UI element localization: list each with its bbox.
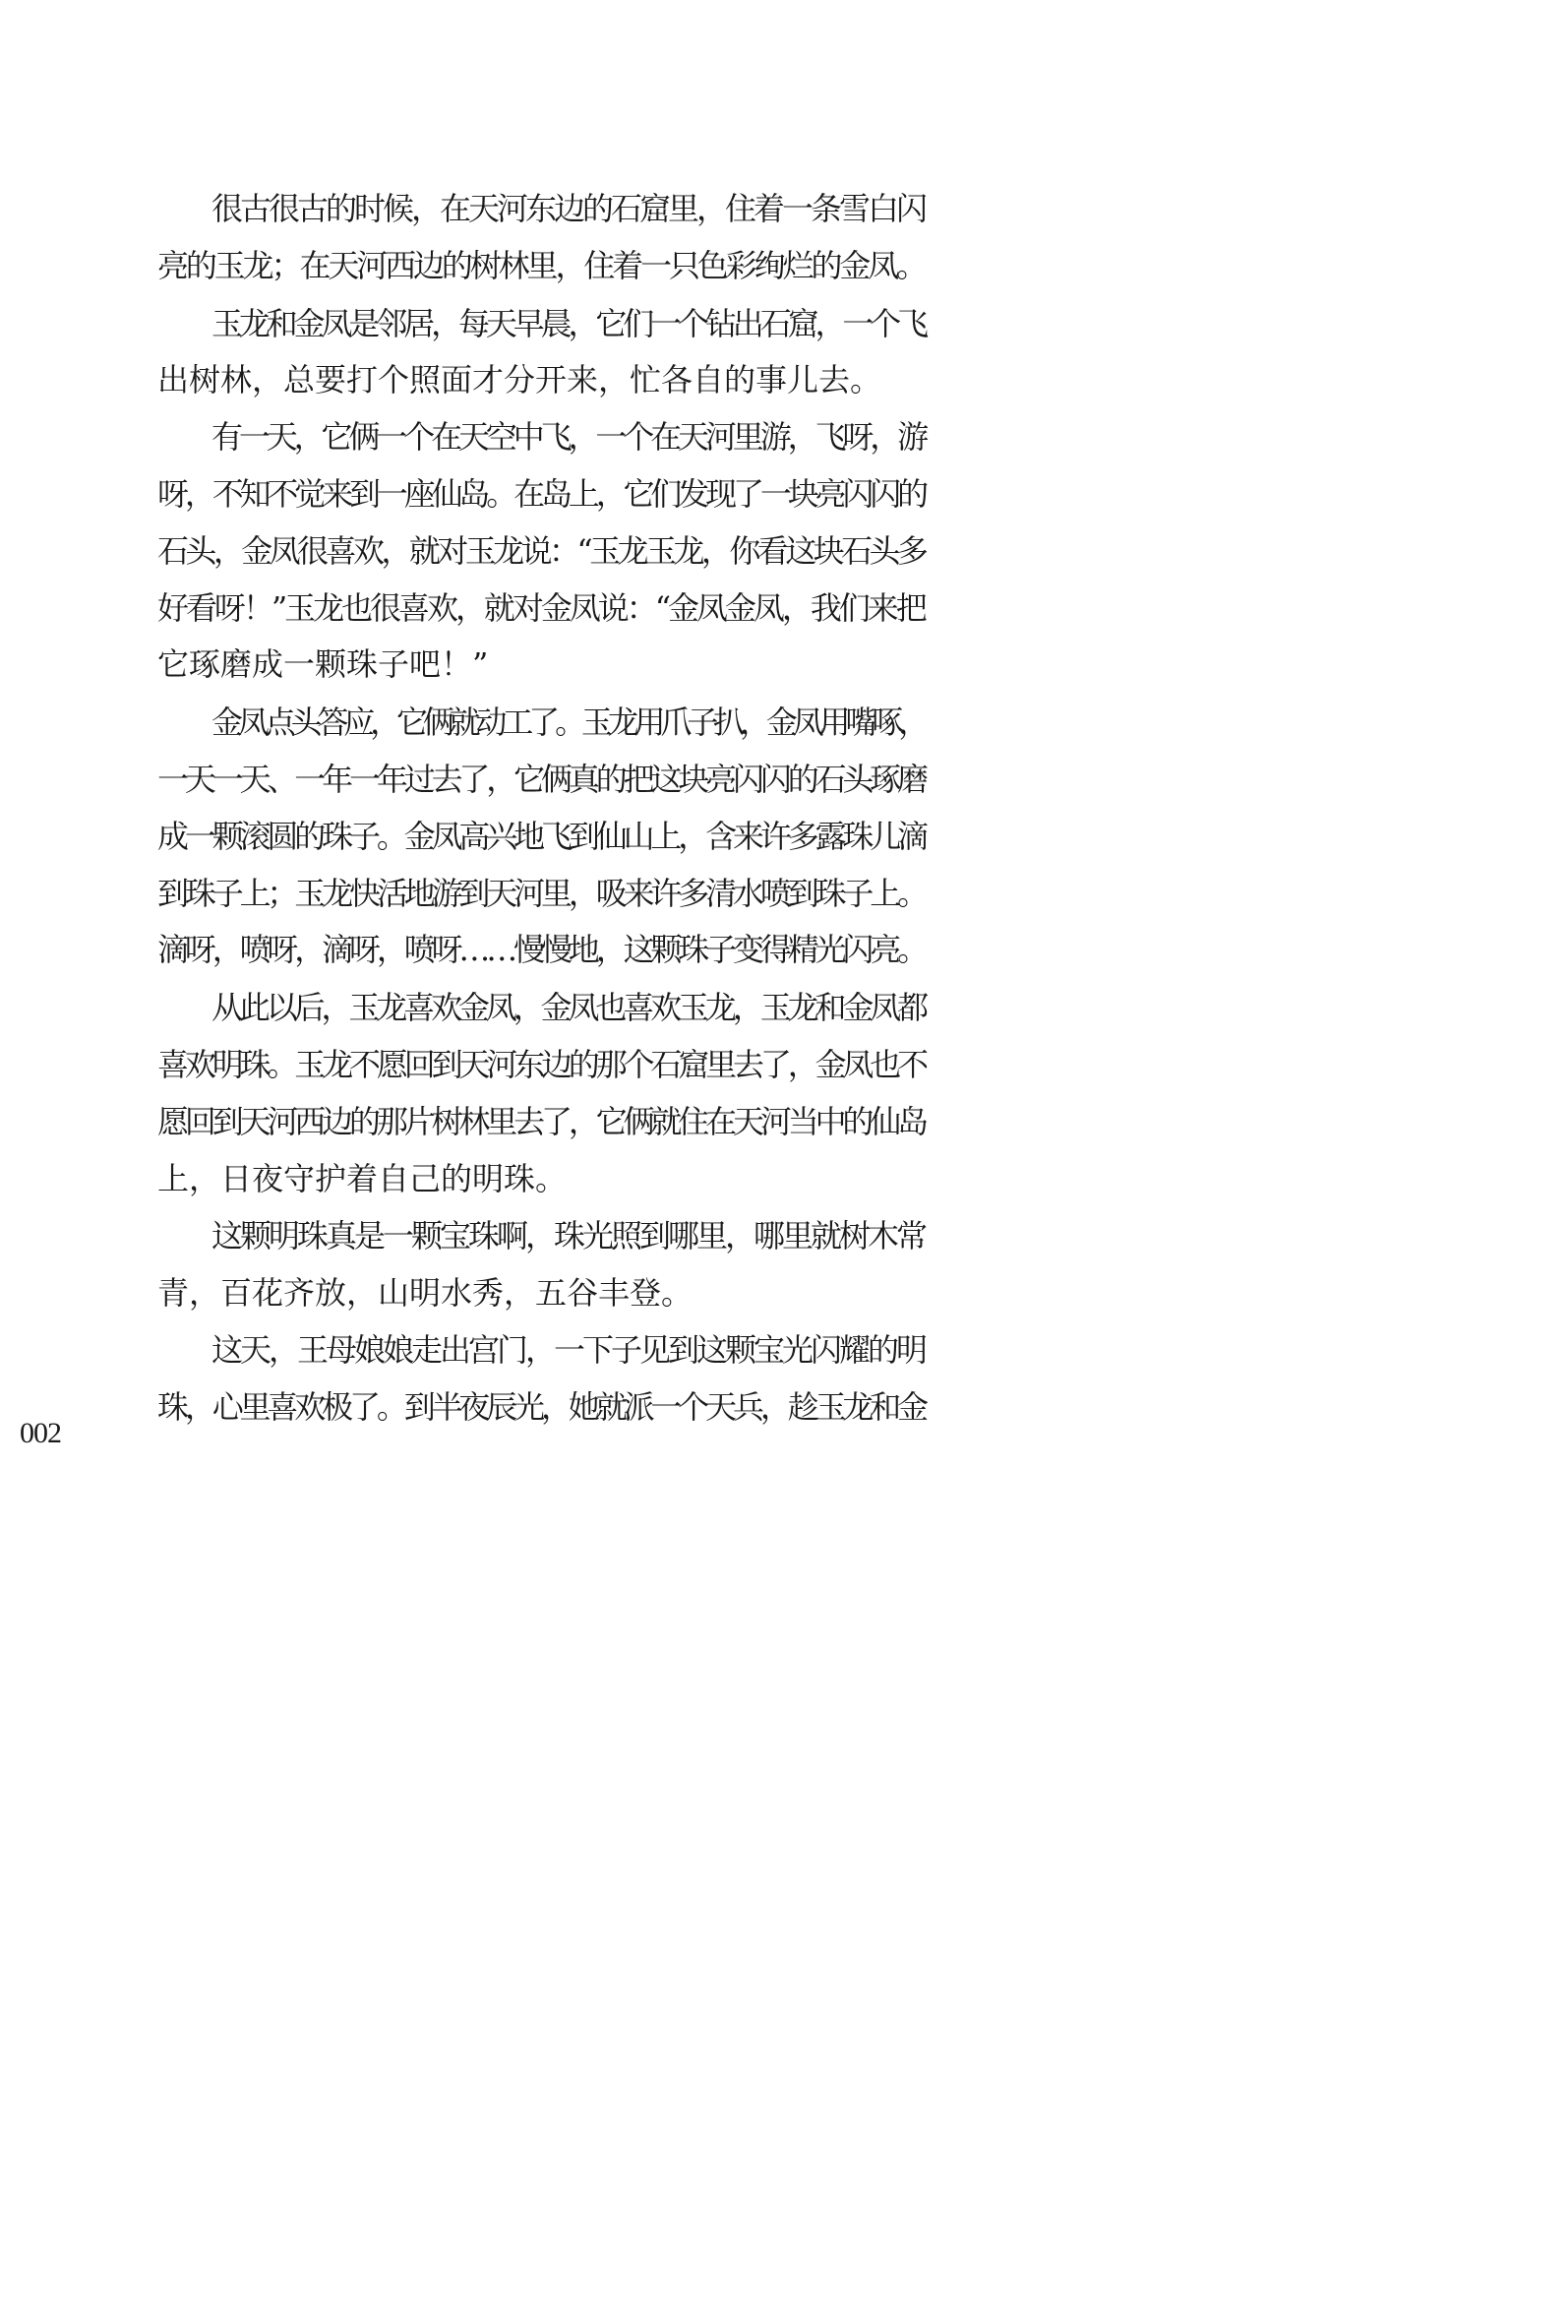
text-line: 喜欢明珠。玉龙不愿回到天河东边的那个石窟里去了，金凤也不 bbox=[157, 1046, 926, 1083]
text-line: 亮的玉龙；在天河西边的树林里，住着一只色彩绚烂的金凤。 bbox=[157, 247, 926, 284]
text-line: 好看呀！”玉龙也很喜欢，就对金凤说：“金凤金凤，我们来把 bbox=[157, 589, 925, 627]
text-line: 滴呀，喷呀，滴呀，喷呀……慢慢地，这颗珠子变得精光闪亮。 bbox=[157, 931, 926, 968]
page-number: 002 bbox=[20, 1417, 61, 1449]
text-line: 成一颗滚圆的珠子。金凤高兴地飞到仙山上，含来许多露珠儿滴 bbox=[157, 818, 926, 855]
text-line: 石头，金凤很喜欢，就对玉龙说：“玉龙玉龙，你看这块石头多 bbox=[157, 532, 926, 570]
text-line: 很古很古的时候，在天河东边的石窟里，住着一条雪白闪 bbox=[211, 190, 926, 227]
text-line: 金凤点头答应，它俩就动工了。玉龙用爪子扒，金凤用嘴啄， bbox=[211, 703, 926, 741]
text-line: 一天一天、一年一年过去了，它俩真的把这块亮闪闪的石头琢磨 bbox=[157, 761, 926, 798]
text-line: 上，日夜守护着自己的明珠。 bbox=[157, 1160, 568, 1197]
text-line: 这颗明珠真是一颗宝珠啊，珠光照到哪里，哪里就树木常 bbox=[211, 1217, 926, 1254]
text-line: 玉龙和金凤是邻居，每天早晨，它们一个钻出石窟，一个飞 bbox=[211, 305, 926, 342]
text-line: 愿回到天河西边的那片树林里去了，它俩就住在天河当中的仙岛 bbox=[157, 1103, 926, 1140]
text-line: 呀，不知不觉来到一座仙岛。在岛上，它们发现了一块亮闪闪的 bbox=[157, 475, 926, 513]
text-line: 有一天，它俩一个在天空中飞，一个在天河里游，飞呀，游 bbox=[211, 418, 926, 456]
text-line: 珠，心里喜欢极了。到半夜辰光，她就派一个天兵，趁玉龙和金 bbox=[157, 1388, 926, 1426]
text-line: 出树林，总要打个照面才分开来，忙各自的事儿去。 bbox=[157, 361, 882, 398]
book-page bbox=[0, 0, 1044, 1547]
text-line: 到珠子上；玉龙快活地游到天河里，吸来许多清水喷到珠子上。 bbox=[157, 875, 926, 912]
text-line: 它琢磨成一颗珠子吧！” bbox=[157, 645, 489, 683]
text-line: 青，百花齐放，山明水秀，五谷丰登。 bbox=[157, 1274, 694, 1312]
text-line: 从此以后，玉龙喜欢金凤，金凤也喜欢玉龙，玉龙和金凤都 bbox=[211, 989, 926, 1026]
text-line: 这天，王母娘娘走出宫门，一下子见到这颗宝光闪耀的明 bbox=[211, 1331, 926, 1369]
